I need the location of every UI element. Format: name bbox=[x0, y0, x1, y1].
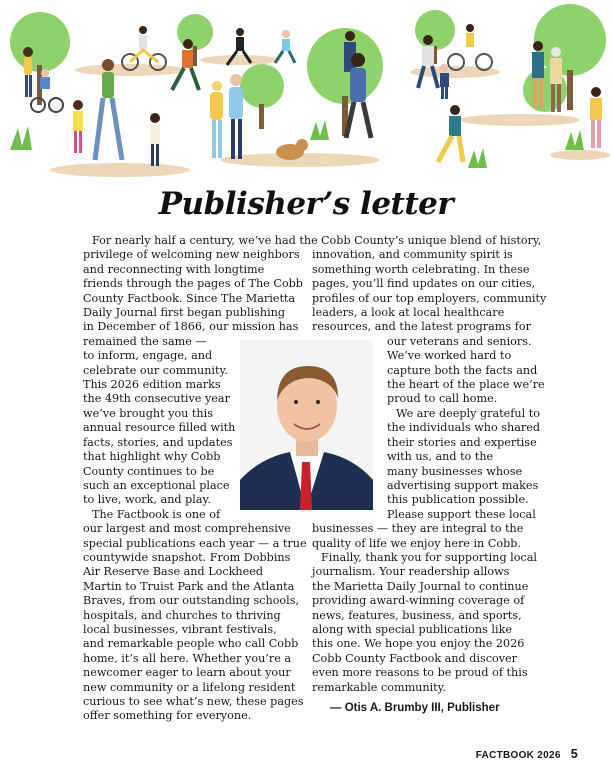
text-line: facts, stories, and updates bbox=[83, 435, 233, 449]
text-line: We are deeply grateful to bbox=[396, 406, 540, 420]
text-line: providing award-winning coverage of bbox=[312, 594, 525, 608]
text-line: Martin to Truist Park and the Atlanta bbox=[83, 579, 295, 593]
text-line: the 49th consecutive year bbox=[83, 392, 230, 406]
text-line: offer something for everyone. bbox=[83, 709, 252, 723]
text-line: the Marietta Daily Journal to continue bbox=[312, 579, 529, 593]
text-line: Daily Journal first began publishing bbox=[83, 306, 286, 320]
text-line: we’ve brought you this bbox=[83, 406, 213, 420]
text-line: friends through the pages of The Cobb bbox=[83, 277, 303, 291]
text-line: County continues to be bbox=[83, 464, 215, 478]
text-line: Air Reserve Base and Lockheed bbox=[83, 565, 264, 579]
text-line: this publication possible. bbox=[387, 493, 529, 507]
text-line: proud to call home. bbox=[387, 392, 498, 406]
text-line: their stories and expertise bbox=[387, 435, 537, 449]
page-title: Publisher’s letter bbox=[158, 186, 454, 222]
text-line: this one. We hope you enjoy the 2026 bbox=[312, 637, 525, 651]
text-line: County Factbook. Since The Marietta bbox=[83, 291, 296, 305]
text-line: Finally, thank you for supporting local bbox=[321, 550, 538, 564]
text-line: celebrate our community. bbox=[83, 363, 228, 377]
text-line: our largest and most comprehensive bbox=[83, 522, 291, 536]
text-line: to live, work, and play. bbox=[83, 493, 211, 507]
text-line: the individuals who shared bbox=[387, 421, 541, 435]
text-line: resources, and the latest programs for bbox=[312, 320, 531, 334]
text-line: that highlight why Cobb bbox=[83, 450, 221, 464]
page-number: 5 bbox=[570, 747, 578, 761]
text-line: our veterans and seniors. bbox=[387, 334, 532, 348]
text-line: with us, and to the bbox=[387, 450, 494, 464]
text-line: capture both the facts and bbox=[387, 363, 538, 377]
text-line: the heart of the place we’re bbox=[387, 378, 545, 392]
text-line: Please support these local bbox=[387, 507, 536, 521]
text-line: This 2026 edition marks bbox=[83, 378, 221, 392]
text-line: many businesses whose bbox=[387, 464, 523, 478]
text-line: curious to see what’s new, these pages bbox=[83, 695, 304, 708]
text-line: Cobb County’s unique blend of history, bbox=[321, 234, 542, 247]
text-line: even more reasons to be proud of this bbox=[312, 666, 528, 680]
text-line: local businesses, vibrant festivals, bbox=[83, 622, 277, 636]
text-line: and remarkable people who call Cobb bbox=[83, 637, 299, 651]
text-line: quality of life we enjoy here in Cobb. bbox=[312, 536, 521, 550]
people bbox=[23, 24, 602, 166]
text-line: to inform, engage, and bbox=[83, 349, 213, 363]
text-line: home, it’s all here. Whether you’re a bbox=[83, 651, 292, 665]
text-line: countywide snapshot. From Dobbins bbox=[83, 550, 291, 564]
text-line: such an exceptional place bbox=[83, 478, 230, 492]
text-line: hospitals, and churches to thriving bbox=[83, 608, 281, 622]
text-line: in December of 1866, our mission has bbox=[83, 320, 299, 334]
text-line: something worth celebrating. In these bbox=[312, 262, 530, 276]
text-line: special publications each year — a true bbox=[83, 536, 307, 550]
text-line: privilege of welcoming new neighbors bbox=[83, 248, 300, 262]
text-line: news, features, business, and sports, bbox=[312, 608, 522, 622]
text-line: leaders, a look at local healthcare bbox=[312, 306, 505, 320]
publisher-signature: — Otis A. Brumby III, Publisher bbox=[330, 702, 500, 714]
text-line: The Factbook is one of bbox=[92, 507, 221, 521]
text-line: newcomer eager to learn about your bbox=[83, 666, 291, 680]
text-line: For nearly half a century, we’ve had the bbox=[92, 234, 318, 247]
text-line: pages, you’ll find updates on our cities, bbox=[312, 277, 536, 291]
text-line: We’ve worked hard to bbox=[387, 349, 512, 363]
text-line: remarkable community. bbox=[312, 680, 447, 694]
page-footer bbox=[476, 747, 578, 761]
footer-label: FACTBOOK 2026 bbox=[475, 750, 561, 761]
text-line: Cobb County Factbook and discover bbox=[312, 651, 518, 665]
text-line: remained the same — bbox=[83, 334, 207, 348]
text-line: businesses — they are integral to the bbox=[312, 522, 524, 536]
text-line: annual resource filled with bbox=[83, 421, 236, 435]
text-line: new community or a lifelong resident bbox=[83, 680, 296, 694]
text-line: journalism. Your readership allows bbox=[312, 565, 510, 579]
text-line: profiles of our top employers, community bbox=[312, 291, 547, 305]
text-line: and reconnecting with longtime bbox=[83, 262, 265, 276]
publisher-photo bbox=[240, 340, 373, 510]
text-line: innovation, and community spirit is bbox=[312, 248, 513, 262]
text-line: along with special publications like bbox=[312, 622, 512, 636]
text-line: advertising support makes bbox=[387, 478, 539, 492]
community-illustration bbox=[0, 0, 612, 190]
text-line: Braves, from our outstanding schools, bbox=[83, 594, 300, 608]
